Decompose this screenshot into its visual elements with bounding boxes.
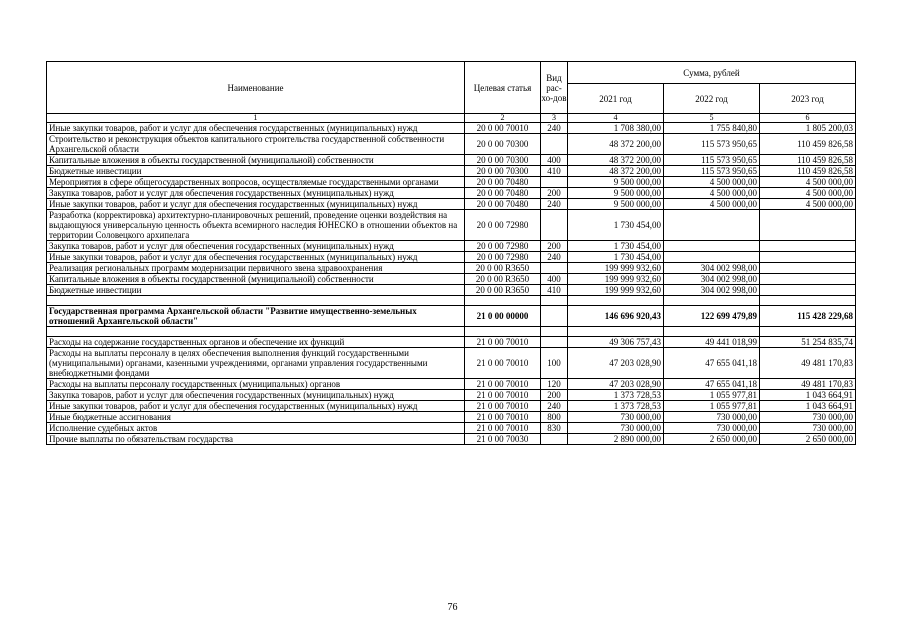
header-sum: Сумма, рублей bbox=[568, 62, 856, 84]
table-row bbox=[47, 188, 856, 199]
row-target-article: 20 0 00 70480 bbox=[465, 188, 541, 199]
row-target-article: 21 0 00 70010 bbox=[465, 412, 541, 423]
row-sum-2023: 730 000,00 bbox=[760, 423, 856, 434]
empty-cell bbox=[664, 296, 760, 306]
table-row bbox=[47, 166, 856, 177]
table-row bbox=[47, 177, 856, 188]
row-expense-type bbox=[541, 210, 568, 241]
column-number: 6 bbox=[760, 114, 856, 123]
row-sum-2023: 1 043 664,91 bbox=[760, 401, 856, 412]
table-row bbox=[47, 423, 856, 434]
row-expense-type: 100 bbox=[541, 348, 568, 379]
table-row bbox=[47, 241, 856, 252]
row-sum-2021: 199 999 932,60 bbox=[568, 263, 664, 274]
row-sum-2023 bbox=[760, 241, 856, 252]
row-name: Мероприятия в сфере общегосударственных вопросов, осуществляемые государственными органами bbox=[47, 177, 465, 188]
row-target-article: 21 0 00 70010 bbox=[465, 348, 541, 379]
header-year-2023: 2023 год bbox=[760, 84, 856, 114]
table-row bbox=[47, 210, 856, 241]
column-number: 1 bbox=[47, 114, 465, 123]
table-row bbox=[47, 123, 856, 134]
header-expense-type: Вид рас-хо-дов bbox=[541, 62, 568, 114]
row-name: Иные закупки товаров, работ и услуг для обеспечения государственных (муниципальных) нужд bbox=[47, 252, 465, 263]
program-row bbox=[47, 306, 856, 327]
row-sum-2022 bbox=[664, 241, 760, 252]
row-expense-type: 240 bbox=[541, 401, 568, 412]
table-row bbox=[47, 199, 856, 210]
table-row bbox=[47, 337, 856, 348]
empty-cell bbox=[465, 296, 541, 306]
row-sum-2023: 110 459 826,58 bbox=[760, 155, 856, 166]
row-target-article: 21 0 00 70010 bbox=[465, 379, 541, 390]
row-expense-type: 240 bbox=[541, 199, 568, 210]
row-sum-2022: 115 573 950,65 bbox=[664, 134, 760, 155]
row-expense-type: 200 bbox=[541, 241, 568, 252]
row-target-article: 20 0 00 70300 bbox=[465, 134, 541, 155]
row-name: Капитальные вложения в объекты государственной (муниципальной) собственности bbox=[47, 155, 465, 166]
row-name: Расходы на содержание государственных органов и обеспечение их функций bbox=[47, 337, 465, 348]
row-sum-2022: 47 655 041,18 bbox=[664, 348, 760, 379]
table-row bbox=[47, 412, 856, 423]
row-sum-2021: 49 306 757,43 bbox=[568, 337, 664, 348]
row-sum-2022: 1 755 840,80 bbox=[664, 123, 760, 134]
row-target-article: 21 0 00 70010 bbox=[465, 390, 541, 401]
row-name: Разработка (корректировка) архитектурно-планировочных решений, проведение оценки воздействия на выдающуюся универсальную ценность объекта всемирного наследия ЮНЕСКО в отношении объектов на территории Соловецкого архипелага bbox=[47, 210, 465, 241]
row-target-article: 21 0 00 70010 bbox=[465, 337, 541, 348]
row-sum-2021: 199 999 932,60 bbox=[568, 285, 664, 296]
spacer-row bbox=[47, 296, 856, 306]
table-row bbox=[47, 263, 856, 274]
row-sum-2022: 304 002 998,00 bbox=[664, 274, 760, 285]
row-expense-type bbox=[541, 263, 568, 274]
column-number: 3 bbox=[541, 114, 568, 123]
row-sum-2023: 51 254 835,74 bbox=[760, 337, 856, 348]
row-sum-2022: 47 655 041,18 bbox=[664, 379, 760, 390]
row-target-article: 20 0 00 70010 bbox=[465, 123, 541, 134]
row-name: Закупка товаров, работ и услуг для обеспечения государственных (муниципальных) нужд bbox=[47, 390, 465, 401]
empty-cell bbox=[568, 296, 664, 306]
row-sum-2021: 1 708 380,00 bbox=[568, 123, 664, 134]
row-sum-2023: 4 500 000,00 bbox=[760, 188, 856, 199]
row-expense-type: 410 bbox=[541, 166, 568, 177]
row-sum-2023: 110 459 826,58 bbox=[760, 134, 856, 155]
header-year-2021: 2021 год bbox=[568, 84, 664, 114]
row-expense-type: 400 bbox=[541, 274, 568, 285]
row-expense-type: 400 bbox=[541, 155, 568, 166]
row-sum-2023: 2 650 000,00 bbox=[760, 434, 856, 445]
row-sum-2022: 122 699 479,89 bbox=[664, 306, 760, 327]
column-number-row bbox=[47, 114, 856, 123]
row-name: Иные закупки товаров, работ и услуг для обеспечения государственных (муниципальных) нужд bbox=[47, 123, 465, 134]
row-sum-2022: 304 002 998,00 bbox=[664, 263, 760, 274]
row-sum-2023: 4 500 000,00 bbox=[760, 199, 856, 210]
row-sum-2021: 48 372 200,00 bbox=[568, 155, 664, 166]
row-expense-type: 240 bbox=[541, 252, 568, 263]
row-sum-2021: 9 500 000,00 bbox=[568, 199, 664, 210]
row-sum-2023 bbox=[760, 210, 856, 241]
page-number: 76 bbox=[447, 602, 458, 613]
row-sum-2021: 48 372 200,00 bbox=[568, 134, 664, 155]
table-row bbox=[47, 401, 856, 412]
empty-cell bbox=[568, 327, 664, 337]
empty-cell bbox=[541, 327, 568, 337]
row-expense-type: 800 bbox=[541, 412, 568, 423]
row-target-article: 21 0 00 70010 bbox=[465, 401, 541, 412]
row-sum-2021: 47 203 028,90 bbox=[568, 348, 664, 379]
row-target-article: 20 0 00 70300 bbox=[465, 155, 541, 166]
column-number: 2 bbox=[465, 114, 541, 123]
row-target-article: 20 0 00 70480 bbox=[465, 177, 541, 188]
header-name: Наименование bbox=[47, 62, 465, 114]
row-name: Расходы на выплаты персоналу в целях обеспечения выполнения функций государственными (муниципальными) органами, казенными учреждениями, органами управления государственными внебюджетными фондами bbox=[47, 348, 465, 379]
row-sum-2021: 1 730 454,00 bbox=[568, 210, 664, 241]
row-sum-2022: 4 500 000,00 bbox=[664, 199, 760, 210]
row-expense-type bbox=[541, 306, 568, 327]
row-expense-type: 200 bbox=[541, 188, 568, 199]
row-sum-2023: 49 481 170,83 bbox=[760, 379, 856, 390]
row-sum-2022: 304 002 998,00 bbox=[664, 285, 760, 296]
row-target-article: 20 0 00 70480 bbox=[465, 199, 541, 210]
table-row bbox=[47, 155, 856, 166]
row-target-article: 20 0 00 R3650 bbox=[465, 285, 541, 296]
row-sum-2021: 47 203 028,90 bbox=[568, 379, 664, 390]
row-target-article: 21 0 00 70030 bbox=[465, 434, 541, 445]
empty-cell bbox=[664, 327, 760, 337]
row-sum-2022: 115 573 950,65 bbox=[664, 155, 760, 166]
spacer-row bbox=[47, 327, 856, 337]
row-target-article: 20 0 00 R3650 bbox=[465, 263, 541, 274]
row-name: Иные закупки товаров, работ и услуг для обеспечения государственных (муниципальных) нужд bbox=[47, 401, 465, 412]
row-sum-2023: 1 805 200,03 bbox=[760, 123, 856, 134]
row-sum-2023 bbox=[760, 252, 856, 263]
row-sum-2021: 730 000,00 bbox=[568, 412, 664, 423]
row-sum-2021: 1 373 728,53 bbox=[568, 390, 664, 401]
row-sum-2023 bbox=[760, 263, 856, 274]
row-target-article: 20 0 00 72980 bbox=[465, 252, 541, 263]
row-expense-type bbox=[541, 337, 568, 348]
row-name: Строительство и реконструкция объектов капитального строительства государственной собственности Архангельской области bbox=[47, 134, 465, 155]
row-name: Капитальные вложения в объекты государственной (муниципальной) собственности bbox=[47, 274, 465, 285]
row-target-article: 20 0 00 72980 bbox=[465, 210, 541, 241]
row-sum-2022: 730 000,00 bbox=[664, 412, 760, 423]
empty-cell bbox=[760, 327, 856, 337]
row-name: Бюджетные инвестиции bbox=[47, 166, 465, 177]
row-name: Закупка товаров, работ и услуг для обеспечения государственных (муниципальных) нужд bbox=[47, 188, 465, 199]
row-name: Бюджетные инвестиции bbox=[47, 285, 465, 296]
row-target-article: 21 0 00 00000 bbox=[465, 306, 541, 327]
row-sum-2022 bbox=[664, 210, 760, 241]
row-sum-2022: 1 055 977,81 bbox=[664, 401, 760, 412]
row-target-article: 20 0 00 R3650 bbox=[465, 274, 541, 285]
row-sum-2022 bbox=[664, 252, 760, 263]
row-sum-2021: 48 372 200,00 bbox=[568, 166, 664, 177]
row-sum-2022: 2 650 000,00 bbox=[664, 434, 760, 445]
row-name: Прочие выплаты по обязательствам государства bbox=[47, 434, 465, 445]
row-sum-2021: 1 730 454,00 bbox=[568, 252, 664, 263]
row-sum-2022: 4 500 000,00 bbox=[664, 177, 760, 188]
row-sum-2021: 730 000,00 bbox=[568, 423, 664, 434]
row-expense-type bbox=[541, 177, 568, 188]
row-expense-type: 240 bbox=[541, 123, 568, 134]
empty-cell bbox=[541, 296, 568, 306]
row-target-article: 20 0 00 72980 bbox=[465, 241, 541, 252]
table-row bbox=[47, 379, 856, 390]
row-sum-2023 bbox=[760, 285, 856, 296]
row-expense-type bbox=[541, 434, 568, 445]
row-name: Иные закупки товаров, работ и услуг для обеспечения государственных (муниципальных) нужд bbox=[47, 199, 465, 210]
row-name: Государственная программа Архангельской области "Развитие имущественно-земельных отношений Архангельской области" bbox=[47, 306, 465, 327]
row-sum-2023: 49 481 170,83 bbox=[760, 348, 856, 379]
column-number: 4 bbox=[568, 114, 664, 123]
row-sum-2023: 1 043 664,91 bbox=[760, 390, 856, 401]
row-sum-2023: 110 459 826,58 bbox=[760, 166, 856, 177]
header-year-2022: 2022 год bbox=[664, 84, 760, 114]
table-row bbox=[47, 134, 856, 155]
row-sum-2022: 115 573 950,65 bbox=[664, 166, 760, 177]
header-target-article: Целевая статья bbox=[465, 62, 541, 114]
row-sum-2022: 730 000,00 bbox=[664, 423, 760, 434]
row-sum-2023: 4 500 000,00 bbox=[760, 177, 856, 188]
empty-cell bbox=[47, 296, 465, 306]
row-sum-2021: 1 730 454,00 bbox=[568, 241, 664, 252]
row-target-article: 20 0 00 70300 bbox=[465, 166, 541, 177]
row-sum-2022: 49 441 018,99 bbox=[664, 337, 760, 348]
table-row bbox=[47, 285, 856, 296]
row-name: Иные бюджетные ассигнования bbox=[47, 412, 465, 423]
row-sum-2021: 146 696 920,43 bbox=[568, 306, 664, 327]
row-sum-2021: 1 373 728,53 bbox=[568, 401, 664, 412]
table-row bbox=[47, 434, 856, 445]
row-name: Исполнение судебных актов bbox=[47, 423, 465, 434]
row-name: Расходы на выплаты персоналу государственных (муниципальных) органов bbox=[47, 379, 465, 390]
row-sum-2022: 4 500 000,00 bbox=[664, 188, 760, 199]
budget-table bbox=[46, 61, 856, 445]
row-target-article: 21 0 00 70010 bbox=[465, 423, 541, 434]
table-row bbox=[47, 274, 856, 285]
row-expense-type bbox=[541, 134, 568, 155]
row-sum-2023: 115 428 229,68 bbox=[760, 306, 856, 327]
row-name: Закупка товаров, работ и услуг для обеспечения государственных (муниципальных) нужд bbox=[47, 241, 465, 252]
row-sum-2021: 9 500 000,00 bbox=[568, 188, 664, 199]
empty-cell bbox=[465, 327, 541, 337]
row-name: Реализация региональных программ модернизации первичного звена здравоохранения bbox=[47, 263, 465, 274]
row-sum-2023: 730 000,00 bbox=[760, 412, 856, 423]
table-row bbox=[47, 390, 856, 401]
empty-cell bbox=[47, 327, 465, 337]
row-sum-2023 bbox=[760, 274, 856, 285]
table-row bbox=[47, 348, 856, 379]
empty-cell bbox=[760, 296, 856, 306]
row-sum-2021: 199 999 932,60 bbox=[568, 274, 664, 285]
row-expense-type: 120 bbox=[541, 379, 568, 390]
row-sum-2021: 9 500 000,00 bbox=[568, 177, 664, 188]
row-expense-type: 830 bbox=[541, 423, 568, 434]
row-sum-2021: 2 890 000,00 bbox=[568, 434, 664, 445]
row-expense-type: 410 bbox=[541, 285, 568, 296]
column-number: 5 bbox=[664, 114, 760, 123]
row-sum-2022: 1 055 977,81 bbox=[664, 390, 760, 401]
row-expense-type: 200 bbox=[541, 390, 568, 401]
table-row bbox=[47, 252, 856, 263]
